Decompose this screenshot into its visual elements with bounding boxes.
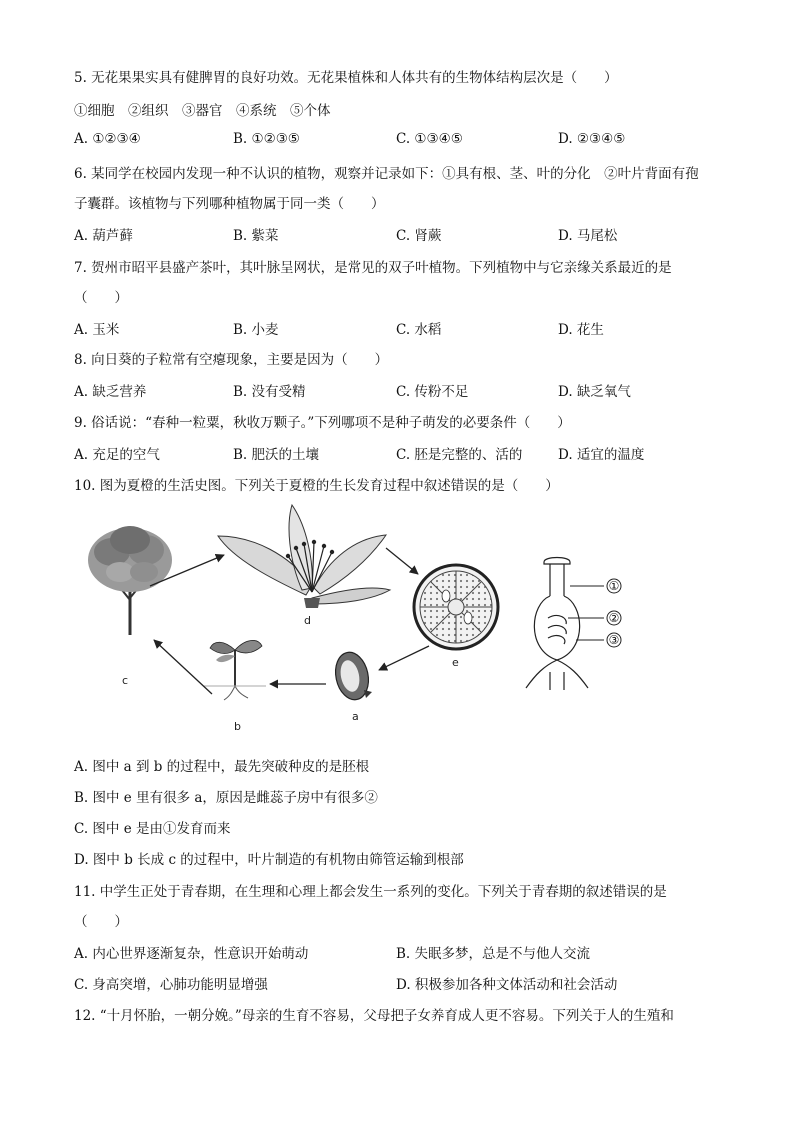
q8-option-d[interactable]: D. 缺乏氧气 [558, 384, 631, 400]
q8-option-b[interactable]: B. 没有受精 [233, 384, 306, 400]
q6-option-b[interactable]: B. 紫菜 [233, 228, 279, 244]
tree-illustration [88, 526, 172, 635]
q11-stem-line1: 11. 中学生正处于青春期，在生理和心理上都会发生一系列的变化。下列关于青春期的叙述错误的是 [74, 884, 667, 900]
q9-option-d[interactable]: D. 适宜的温度 [558, 447, 645, 463]
q11-stem-line2: （ ） [74, 914, 128, 930]
q9-option-a[interactable]: A. 充足的空气 [74, 447, 160, 463]
q8-option-c[interactable]: C. 传粉不足 [396, 384, 469, 400]
arrow-e-to-a [379, 646, 429, 670]
q6-option-d[interactable]: D. 马尾松 [558, 228, 618, 244]
q7-option-b[interactable]: B. 小麦 [233, 322, 279, 338]
q7-option-d[interactable]: D. 花生 [558, 322, 604, 338]
q5-option-b[interactable]: B. ①②③⑤ [233, 131, 300, 147]
seedling-illustration [204, 640, 266, 700]
q11-option-a[interactable]: A. 内心世界逐渐复杂，性意识开始萌动 [74, 946, 309, 962]
q9-option-c[interactable]: C. 胚是完整的、活的 [396, 447, 523, 463]
marker-1: ① [608, 579, 620, 593]
q5-list: ①细胞 ②组织 ③器官 ④系统 ⑤个体 [74, 103, 331, 119]
q10-option-c[interactable]: C. 图中 e 是由①发育而来 [74, 821, 231, 837]
q7-stem-line1: 7. 贺州市昭平县盛产茶叶，其叶脉呈网状，是常见的双子叶植物。下列植物中与它亲缘关系最近的是 [74, 260, 672, 276]
label-d: d [304, 614, 311, 627]
q8-stem: 8. 向日葵的子粒常有空瘪现象，主要是因为（ ） [74, 352, 389, 368]
q12-stem: 12. “十月怀胎，一朝分娩。”母亲的生育不容易，父母把子女养育成人更不容易。下列关于人的生殖和 [74, 1008, 674, 1024]
q6-stem-line2: 子囊群。该植物与下列哪种植物属于同一类（ ） [74, 196, 385, 212]
q8-option-a[interactable]: A. 缺乏营养 [74, 384, 147, 400]
flower-illustration [218, 505, 390, 608]
label-c: c [122, 674, 129, 687]
arrow-d-to-e [386, 548, 418, 574]
q5-option-a[interactable]: A. ①②③④ [74, 131, 141, 147]
q7-stem-line2: （ ） [74, 290, 128, 306]
q9-option-b[interactable]: B. 肥沃的土壤 [233, 447, 320, 463]
q10-option-d[interactable]: D. 图中 b 长成 c 的过程中，叶片制造的有机物由筛管运输到根部 [74, 852, 464, 868]
q6-option-c[interactable]: C. 肾蕨 [396, 228, 442, 244]
q11-option-c[interactable]: C. 身高突增，心肺功能明显增强 [74, 977, 268, 993]
q9-stem: 9. 俗话说：“春种一粒粟，秋收万颗子。”下列哪项不是种子萌发的必要条件（ ） [74, 415, 571, 431]
label-a: a [352, 710, 359, 723]
life-cycle-diagram [74, 500, 714, 750]
label-e: e [452, 656, 459, 669]
q5-option-d[interactable]: D. ②③④⑤ [558, 131, 626, 147]
q10-option-b[interactable]: B. 图中 e 里有很多 a，原因是雌蕊子房中有很多② [74, 790, 378, 806]
q10-option-a[interactable]: A. 图中 a 到 b 的过程中，最先突破种皮的是胚根 [74, 759, 370, 775]
marker-2: ② [608, 611, 620, 625]
q6-option-a[interactable]: A. 葫芦藓 [74, 228, 133, 244]
q10-stem: 10. 图为夏橙的生活史图。下列关于夏橙的生长发育过程中叙述错误的是（ ） [74, 478, 559, 494]
q11-option-b[interactable]: B. 失眠多梦，总是不与他人交流 [396, 946, 591, 962]
arrow-b-to-c [154, 640, 212, 694]
q7-option-a[interactable]: A. 玉米 [74, 322, 120, 338]
label-b: b [234, 720, 241, 733]
q5-option-c[interactable]: C. ①③④⑤ [396, 131, 463, 147]
q7-option-c[interactable]: C. 水稻 [396, 322, 442, 338]
q6-stem-line1: 6. 某同学在校园内发现一种不认识的植物，观察并记录如下：①具有根、茎、叶的分化 ②叶片背面有孢 [74, 166, 699, 182]
pistil-diagram [526, 558, 588, 691]
marker-3: ③ [608, 633, 620, 647]
seed-illustration [331, 649, 372, 703]
orange-life-cycle-figure [74, 500, 714, 750]
orange-section-illustration [414, 565, 498, 649]
q11-option-d[interactable]: D. 积极参加各种文体活动和社会活动 [396, 977, 618, 993]
q5-stem: 5. 无花果果实具有健脾胃的良好功效。无花果植株和人体共有的生物体结构层次是（ ） [74, 70, 618, 86]
